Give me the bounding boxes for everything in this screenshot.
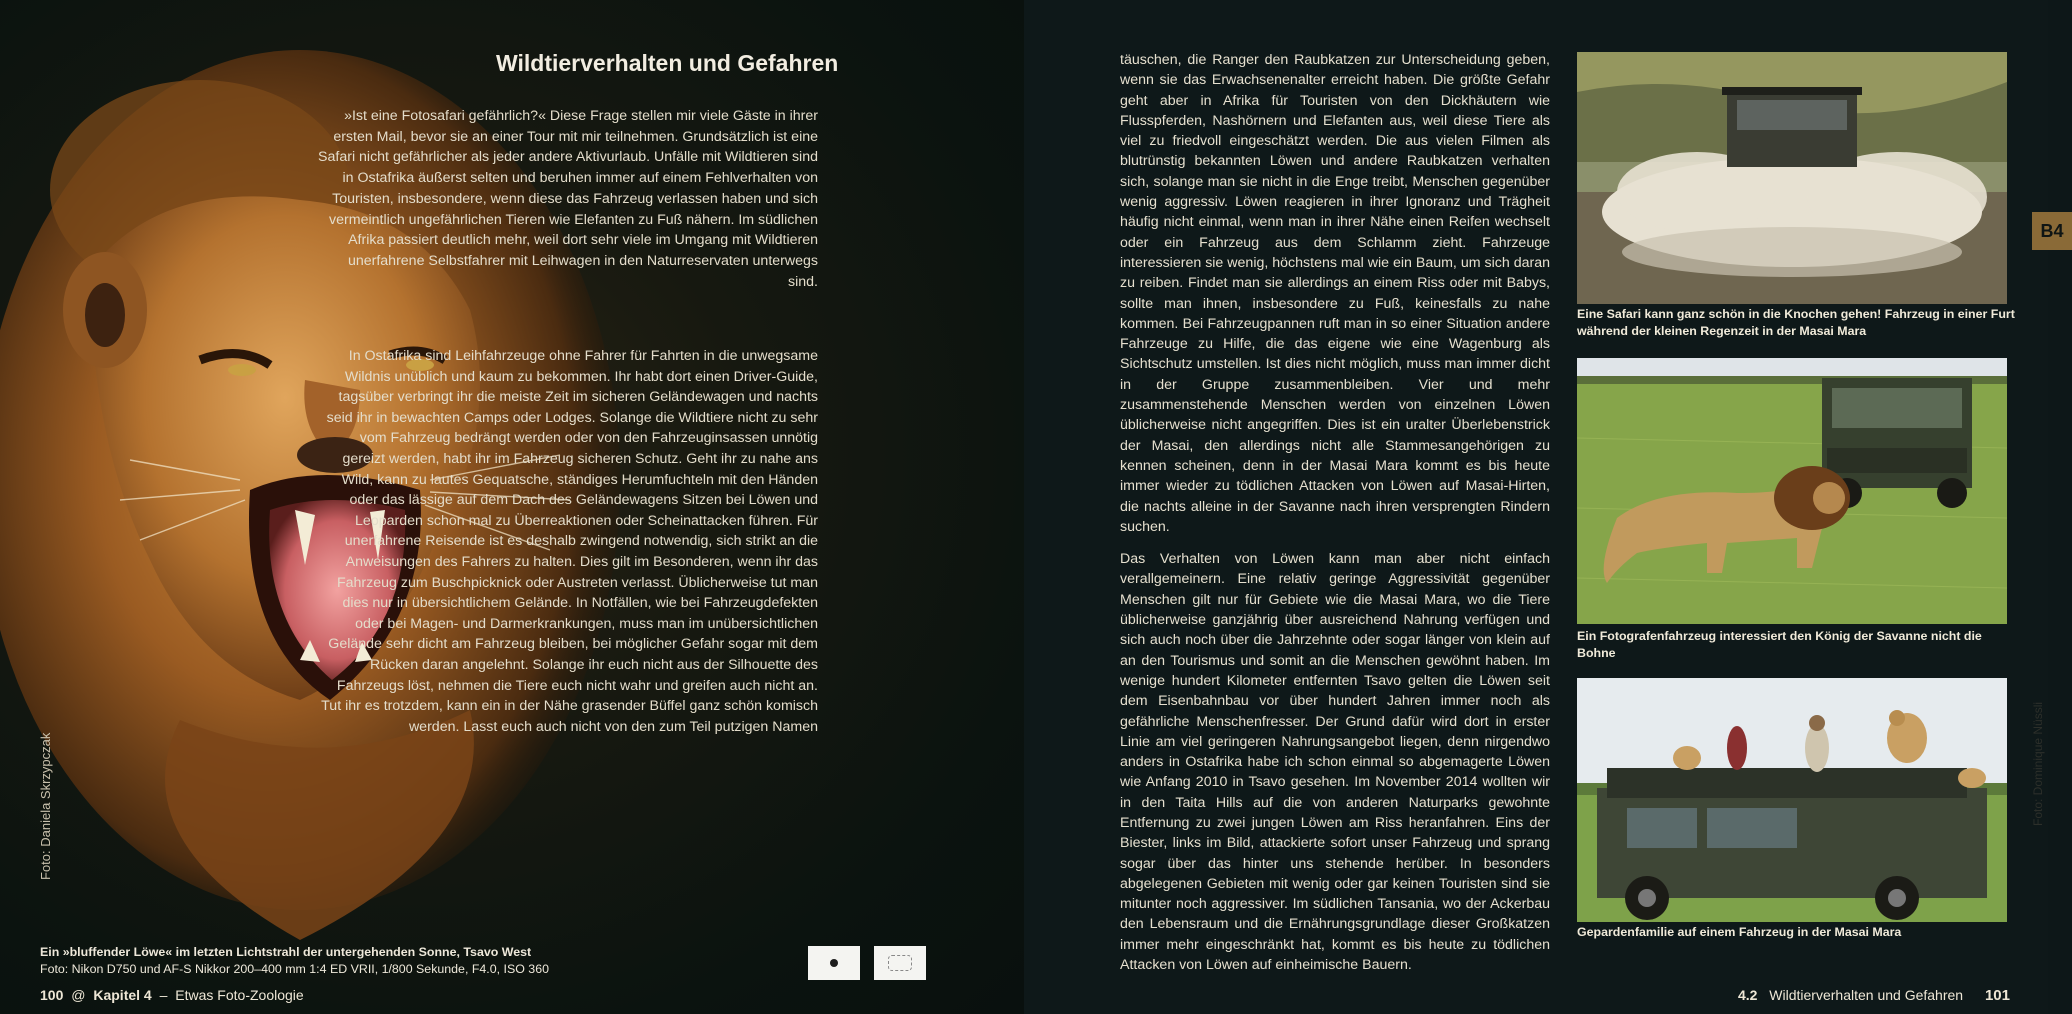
page-footer-left [40, 987, 304, 1003]
photo-credit-right: Foto: Dominique Nüssli [2031, 701, 2045, 826]
at-symbol: @ [71, 987, 86, 1003]
section-title: Wildtierverhalten und Gefahren [1769, 987, 1964, 1003]
section-heading: Wildtierverhalten und Gefahren [496, 50, 839, 76]
caption-lion-vehicle: Ein Fotografenfahrzeug interessiert den König der Savanne nicht die Bohne [1577, 629, 1982, 660]
cheetah-vehicle-photo [1577, 678, 2007, 922]
chapter-label: Kapitel 4 [93, 987, 152, 1003]
metering-icons [808, 946, 936, 980]
caption-title: Ein »bluffender Löwe« im letzten Lichtstrahl der untergehenden Sonne, Tsavo West [40, 945, 532, 959]
page-footer-right [1738, 987, 2010, 1004]
chapter-title: Etwas Foto-Zoologie [175, 987, 304, 1003]
page-number-right: 101 [1984, 987, 2010, 1004]
page-number: 100 [40, 987, 64, 1003]
caption-ford: Eine Safari kann ganz schön in die Knochen gehen! Fahrzeug in einer Furt während der kleinen Regenzeit in der Masai Mara [1577, 307, 2015, 338]
lion-caption [40, 944, 549, 978]
intro-paragraph: »Ist eine Fotosafari gefährlich?« Diese Frage stellen mir viele Gäste in ihrer ersten Mail, bevor sie an einer Tour mit mir teilnehmen. Grundsätzlich ist eine Safari nicht gefährlicher als jeder andere Aktivurlaub. Unfälle mit Wildtieren sind in Ostafrika äußerst selten und beruhen immer auf einem Fehlverhalten von Touristen, insbesondere, wenn diese das Fahrzeug verlassen haben und sich vermeintlich ungefährlichen Tieren wie Elefanten zu Fuß nähern. Im südlichen Afrika passiert deutlich mehr, weil dort sehr viele im Umgang mit Wildtieren unerfahrene Selbstfahrer mit Leihwagen in den Naturreservaten unterwegs sind. [318, 108, 818, 290]
body-paragraph: In Ostafrika sind Leihfahrzeuge ohne Fahrer für Fahrten in die unwegsame Wildnis unüblich und kaum zu bekommen. Ihr habt dort einen Driver-Guide, tagsüber verbringt ihr die meiste Zeit im sicheren Geländewagen und nachts seid ihr in bewachten Camps oder Lodges. Solange die Wildtiere nicht zu sehr vom Fahrzeug bedrängt werden oder von den Fahrzeuginsassen unnötig gereizt werden, habt ihr im Fahrzeug sicheren Schutz. Geht ihr zu nahe ans Wild, kann zu lautes Gequatsche, ständiges Herumfuchteln mit den Händen oder das lässige auf dem Dach des Geländewagens Sitzen bei Löwen und Leoparden schon mal zu Überreaktionen oder Scheinattacken führen. Für unerfahrene Reisende ist es deshalb zwingend notwendig, sich strikt an die Anweisungen des Fahrers zu halten. Dies gilt im Besonderen, wenn ihr das Fahrzeug zum Buschpicknick oder Austreten verlasst. Üblicherweise tut man dies nur in übersichtlichem Gelände. In Notfällen, wie bei Fahrzeugdefekten oder bei Magen- und Darmerkrankungen, muss man im unübersichtlichen Gelände sehr dicht am Fahrzeug bleiben, bei möglicher Gefahr sogar mit dem Rücken daran angelehnt. Solange ihr euch nicht aus der Silhouette des Fahrzeugs löst, nehmen die Tiere euch nicht wahr und greifen auch nicht an. Tut ihr es trotzdem, kann ein in der Nähe grasender Büffel ganz schön komisch werden. Lasst euch auch nicht von den zum Teil putzigen Namen [321, 348, 818, 735]
body-paragraph-2: Das Verhalten von Löwen kann man aber nicht einfach verallgemeinern. Eine relativ geringe Aggressivität gegenüber Menschen gilt nur für Gebiete wie die Masai Mara, wo die Tiere üblicherweise ganzjährig über ausreichend Nahrung verfügen und sich auch noch über die Jahrzehnte oder sogar länger von klein auf an den Tourismus und somit an die Menschen gewöhnt haben. Im wenige hundert Kilometer entfernten Tsavo gelten die Löwen seit dem Eisenbahnbau vor über hundert Jahren immer noch als gefährliche Menschenfresser. Der Grund dafür wird dort in erster Linie am viel geringeren Nahrungsangebot liegen, denn nirgendwo anders in Ostafrika habe ich schon einmal so abgemagerte Löwen wie Anfang 2010 in Tsavo gesehen. Im November 2014 wollten wir in den Taita Hills auf die von anderen Naturparks gewohnte Entfernung zu zwei jungen Löwen am Riss heranfahren. Eins der Biester, links im Bild, attackierte sofort unser Fahrzeug und sprang sogar über das hinter uns stehende herüber. In besonders abgelegenen Gebieten mit wenig oder gar keinen Touristen sind sie mitunter noch aggressiver. Im südlichen Tansania, wo der Ackerbau den Lebensraum und die Ernährungsgrundlage dieser Großkatzen immer mehr eingeschränkt hat, kommt es bis heute zu tödlichen Attacken von Löwen auf einheimische Bauern. [1120, 551, 1550, 974]
vehicle-ford-photo [1577, 52, 2007, 304]
spot-metering-icon [808, 946, 860, 980]
body-paragraph-1: täuschen, die Ranger den Raubkatzen zur Unterscheidung geben, wenn sie das Erwachsenenalter erreicht haben. Die größte Gefahr geht aber in Afrika für Touristen von den Dickhäutern wie Flusspferden, Nashörnern und Elefanten aus, weil diese Tiere als viel zu friedvoll eingeschätzt werden. Die aus vielen Filmen als blutrünstig bekannten Löwen und andere Raubkatzen verhalten sich, solange man sie nicht in die Enge treibt, Menschen gegenüber wenig aggressiv. Löwen reagieren in ihrer Ignoranz und Trägheit häufig nicht einmal, wenn man in ihrer Nähe einen Reifen wechselt oder ein Fahrzeug aus dem Schlamm zieht. Fahrzeuge interessieren sie wenig, höchstens mal wie ein Baum, um sich daran zu reiben. Findet man sie allerdings an einem Riss oder mit Babys, sollte man ihnen, insbesondere zu Fuß, keinesfalls zu nahe kommen. Bei Fahrzeugpannen ruft man in so einer Situation andere Fahrzeuge zu Hilfe, die das eigene wie eine Wagenburg als Sichtschutz umstellen. Ist dies nicht möglich, muss man immer dicht in der Gruppe zusammenbleiben. Vier und mehr zusammenstehende Menschen werden von einzelnen Löwen üblicherweise nicht angegriffen. Dies ist ein uralter Überlebenstrick der Masai, den allerdings nicht alle Stammesangehörigen zu kennen scheinen, denn in der Masai Mara kommt es bis heute immer wieder zu tödlichen Attacken von Löwen auf Masai-Hirten, die nachts alleine in der Savanne nach ihren versprengten Rindern suchen. [1120, 52, 1550, 535]
left-page [0, 0, 1024, 1014]
body-text-right [1120, 50, 1550, 987]
caption-camera-details: Foto: Nikon D750 und AF-S Nikkor 200–400 mm 1:4 ED VRII, 1/800 Sekunde, F4.0, ISO 360 [40, 962, 549, 976]
focus-field-icon [874, 946, 926, 980]
footer-dash: – [159, 987, 168, 1003]
caption-cheetah: Gepardenfamilie auf einem Fahrzeug in der Masai Mara [1577, 925, 1902, 939]
photo-credit: Foto: Daniela Skrzypczak [38, 732, 53, 880]
lion-vehicle-photo [1577, 358, 2007, 624]
right-page [1024, 0, 2064, 1014]
section-number: 4.2 [1737, 987, 1758, 1003]
chapter-tab: B4 [2032, 212, 2072, 250]
